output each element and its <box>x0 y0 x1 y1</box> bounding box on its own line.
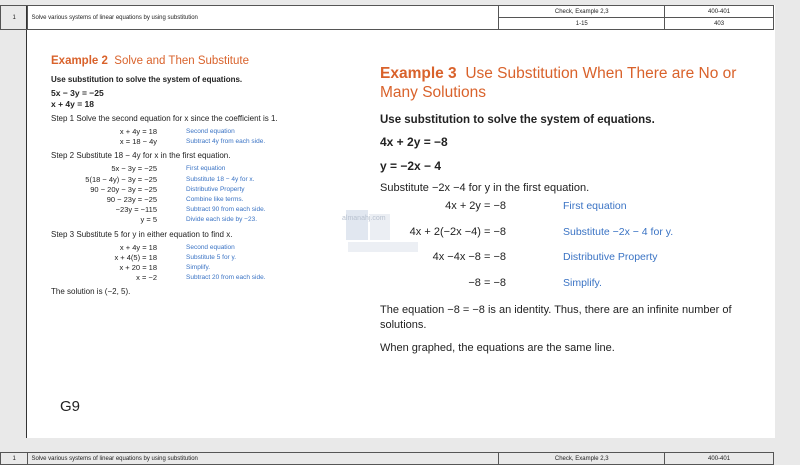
identity-explanation: The equation −8 = −8 is an identity. Thus, there are an infinite number of solutions. <box>380 304 732 331</box>
lesson-table-row <box>0 5 774 30</box>
lesson-table-row <box>0 452 774 465</box>
system-equation: y = −2x − 4 <box>380 159 442 173</box>
equation-row: 90 − 20y − 3y = −25 Distributive Property <box>90 184 245 194</box>
page-range: 400-401 <box>665 6 774 18</box>
step-1-heading: Step 1 Solve the second equation for x since the coefficient is 1. <box>51 114 278 123</box>
example-3-section <box>380 64 770 356</box>
step-2-heading: Step 2 Substitute 18 − 4y for x in the first equation. <box>51 151 231 161</box>
check-examples: Check, Example 2,3 <box>499 6 665 18</box>
example-3-instruction: Use substitution to solve the system of equations. <box>380 114 655 126</box>
equation-row: x + 4(5) = 18 Substitute 5 for y. <box>114 252 237 262</box>
system-equation: 5x − 3y = −25 <box>51 88 104 98</box>
equation-row: x + 4y = 18 Second equation <box>119 242 235 252</box>
example-2-instruction: Use substitution to solve the system of equations. <box>51 75 243 84</box>
equation-row: 5(18 − 4y) − 3y = −25 Substitute 18 − 4y for x. <box>85 174 255 184</box>
row-number: 1 <box>1 453 28 465</box>
graph-explanation: When graphed, the equations are the same line. <box>380 342 615 354</box>
equation-row: x = −2 Subtract 20 from each side. <box>136 273 266 283</box>
check-examples: Check, Example 2,3 <box>499 453 665 465</box>
lesson-objective: Solve various systems of linear equations by using substitution <box>28 453 499 465</box>
equation-row: −23y = −115 Subtract 90 from each side. <box>115 205 266 215</box>
watermark-text: almanahj.com <box>342 215 386 222</box>
step-3-heading: Step 3 Substitute 5 for y in either equation to find x. <box>51 229 233 239</box>
equation-row: y = 5 Divide each side by −23. <box>140 215 258 225</box>
substitute-instruction: Substitute −2x −4 for y in the first equation. <box>380 182 590 194</box>
equation-row: 4x + 2(−2x −4) = −8 Substitute −2x − 4 for y. <box>409 225 674 238</box>
equation-row: 5x − 3y = −25 First equation <box>111 164 226 174</box>
equation-row: −8 = −8 Simplify. <box>468 276 602 289</box>
equation-row: 90 − 23y = −25 Combine like terms. <box>106 194 244 204</box>
example-3-title: Example 3 Use Substitution When There are No or Many Solutions <box>380 65 737 101</box>
lesson-objective: Solve various systems of linear equations by using substitution <box>28 6 499 30</box>
exercise-page: 403 <box>665 18 774 30</box>
solution-statement: The solution is (−2, 5). <box>51 287 131 297</box>
equation-row: x + 4y = 18 Second equation <box>119 127 235 136</box>
system-equation: 4x + 2y = −8 <box>380 135 448 149</box>
page-range: 400-401 <box>665 453 774 465</box>
row-number: 1 <box>1 6 28 30</box>
example-2-title: Example 2 Solve and Then Substitute <box>51 55 249 67</box>
example-2-section <box>51 54 351 297</box>
system-equation: x + 4y = 18 <box>51 99 95 109</box>
equation-row: x + 20 = 18 Simplify. <box>119 262 211 272</box>
exercise-range: 1-15 <box>499 18 665 30</box>
grade-label: G9 <box>60 398 81 415</box>
equation-row: 4x + 2y = −8 First equation <box>445 200 627 212</box>
equation-row: 4x −4x −8 = −8 Distributive Property <box>432 251 658 263</box>
equation-row: x = 18 − 4y Subtract 4y from each side. <box>119 137 266 147</box>
